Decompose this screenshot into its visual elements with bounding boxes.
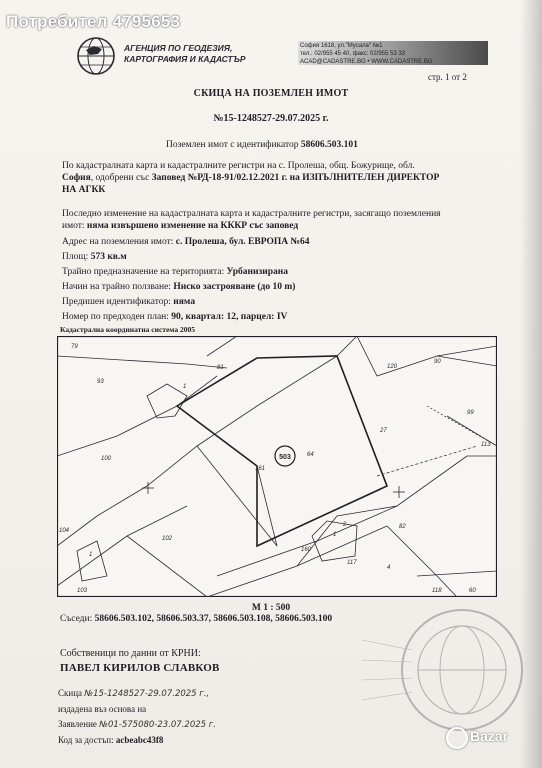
basis-line-2: София, одобрени със Заповед №РД-18-91/02.12.2021 г. на ИЗПЪЛНИТЕЛЕН ДИРЕКТОР [62,173,440,183]
owners-label: Собственици по данни от КРНИ: [60,648,201,659]
parcel-label: 118 [432,588,442,594]
parcel-label: 99 [467,410,474,416]
field-previous-id: Предишен идентификатор: няма [62,297,196,307]
map-caption: Кадастрална координатна система 2005 [60,325,195,334]
cadastral-map [57,336,497,597]
bazar-logo-icon [446,727,468,749]
agency-address: София 1618, ул."Мусала" №1 тел.: 02/955 45 40, факс: 02/955 53 33 ACAD@CADASTRE.BG • WWW.CADASTRE.BG [300,43,433,65]
parcel-label: 113 [481,442,491,448]
parcel-label: 1 [333,532,337,538]
last-change-line-1: Последно изменение на кадастралната карта и кадастралните регистри, засягащо поземления [62,209,441,219]
parcel-label: 79 [71,344,78,350]
user-watermark: Потребител 4795653 [6,12,181,31]
parcel-label: 27 [380,428,387,434]
parcel-label: 81 [217,365,224,371]
parcel-label: 64 [307,452,314,458]
parcel-label: 104 [59,528,70,534]
neighbors: Съседи: 58606.503.102, 58606.503.37, 58606.503.108, 58606.503.100 [60,614,333,624]
bazar-watermark: Bazar [470,728,509,744]
parcel-label: 120 [387,364,398,370]
page-number: стр. 1 от 2 [428,72,467,82]
agency-globe-logo [76,36,116,76]
parcel-label: 100 [101,456,112,462]
field-previous-plan: Номер по предходен план: 90, квартал: 12, парцел: IV [62,312,288,322]
parcel-label: 4 [387,565,391,571]
parcel-label: 1 [89,552,93,558]
basis-line-1: По кадастралната карта и кадастралните регистри на с. Пролеша, общ. Божурище, обл. [62,161,415,171]
parcel-label: 60 [469,588,476,594]
parcel-identifier: Поземлен имот с идентификатор 58606.503.101 [166,140,358,150]
last-change-line-2: имот: няма извършено изменение на КККР със заповед [62,221,299,231]
field-usage: Начин на трайно ползване: Ниско застрояване (до 10 m) [62,282,296,292]
document-title: СКИЦА НА ПОЗЕМЛЕН ИМОТ [193,88,349,99]
basis-line-3: НА АГКК [62,185,106,195]
target-parcel-label: 503 [279,454,291,461]
parcel-label: 82 [399,524,406,530]
parcel-label: 103 [77,588,88,594]
field-purpose: Трайно предназначение на територията: Урбанизирана [62,267,289,277]
issuance-details: Скица №15-1248527-29.07.2025 г., издадена въз основа на Заявление №01-575080-23.07.2025 г. Код за достъп: acbeabc43f8 [58,688,216,745]
parcel-label: 93 [97,379,104,385]
agency-name: АГЕНЦИЯ ПО ГЕОДЕЗИЯ, КАРТОГРАФИЯ И КАДАСТЪР [124,43,246,64]
field-address: Адрес на поземления имот: с. Пролеша, бул. ЕВРОПА №64 [62,237,310,247]
parcel-label: 117 [347,560,357,566]
parcel-label: 102 [162,536,173,542]
owner-name: ПАВЕЛ КИРИЛОВ СЛАВКОВ [60,662,220,674]
parcel-label: 1 [183,384,187,390]
field-area: Площ: 573 кв.м [62,252,127,262]
parcel-label: 160 [301,547,312,553]
parcel-label: 2 [343,522,347,528]
parcel-label: 161 [255,466,266,472]
map-scale: М 1 : 500 [251,603,291,613]
document-number: №15-1248527-29.07.2025 г. [213,113,329,124]
parcel-label: 90 [434,359,441,365]
